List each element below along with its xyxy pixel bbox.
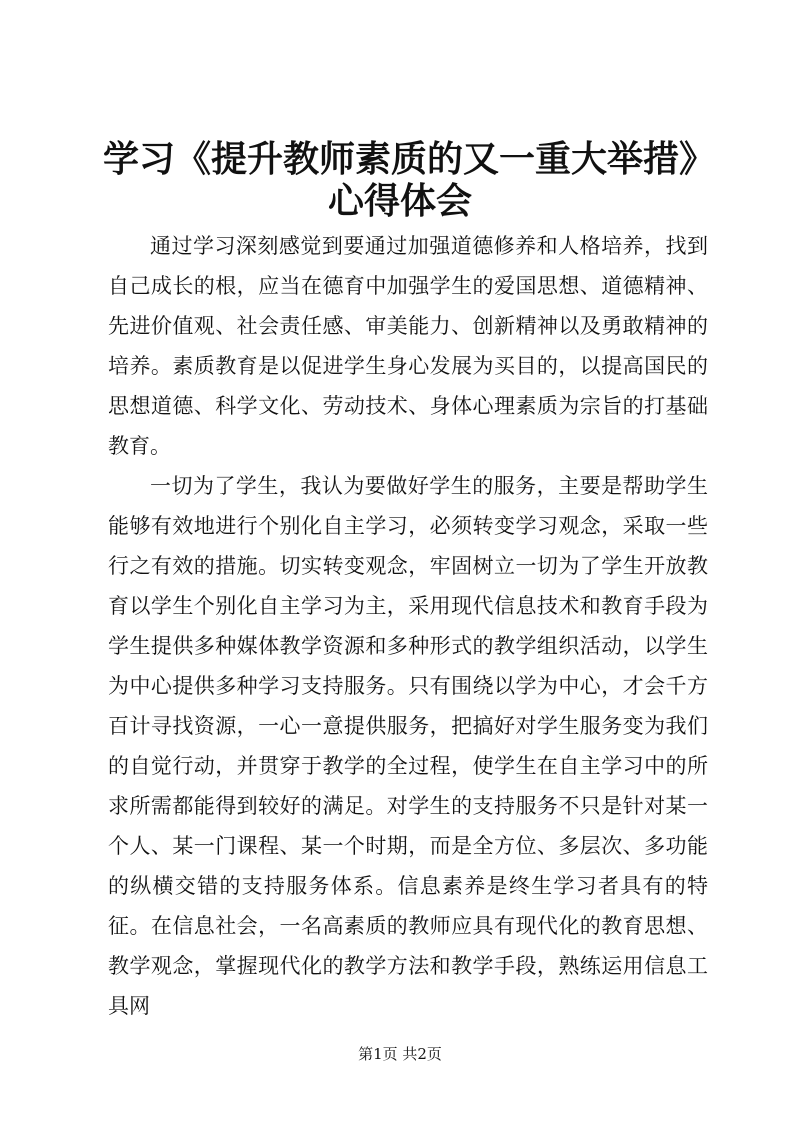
paragraph-2: 一切为了学生，我认为要做好学生的服务，主要是帮助学生能够有效地进行个别化自主学习，必须转变学习观念，采取一些行之有效的措施。切实转变观念，牢固树立一切为了学生开放教育以学生个别化自主学习为主，采用现代信息技术和教育手段为学生提供多种媒体教学资源和多种形式的教学组织活动，以学生为中心提供多种学习支持服务。只有围绕以学为中心，才会千方百计寻找资源，一心一意提供服务，把搞好对学生服务变为我们的自觉行动，并贯穿于教学的全过程，使学生在自主学习中的所求所需都能得到较好的满足。对学生的支持服务不只是针对某一个人、某一门课程、某一个时期，而是全方位、多层次、多功能的纵横交错的支持服务体系。信息素养是终生学习者具有的特征。在信息社会，一名高素质的教师应具有现代化的教育思想、教学观念，掌握现代化的教学方法和教学手段，熟练运用信息工具网 [108,474,708,1018]
page-title: 学习《提升教师素质的又一重大举措》心得体会 [102,138,697,222]
paragraph-1: 通过学习深刻感觉到要通过加强道德修养和人格培养，找到自己成长的根，应当在德育中加强学生的爱国思想、道德精神、先进价值观、社会责任感、审美能力、创新精神以及勇敢精神的培养。素质教育是以促进学生身心发展为买目的，以提高国民的思想道德、科学文化、劳动技术、身体心理素质为宗旨的打基础教育。 [108,234,708,458]
document-body [108,226,708,1026]
page-number-footer: 第1页 共2页 [358,1045,442,1063]
